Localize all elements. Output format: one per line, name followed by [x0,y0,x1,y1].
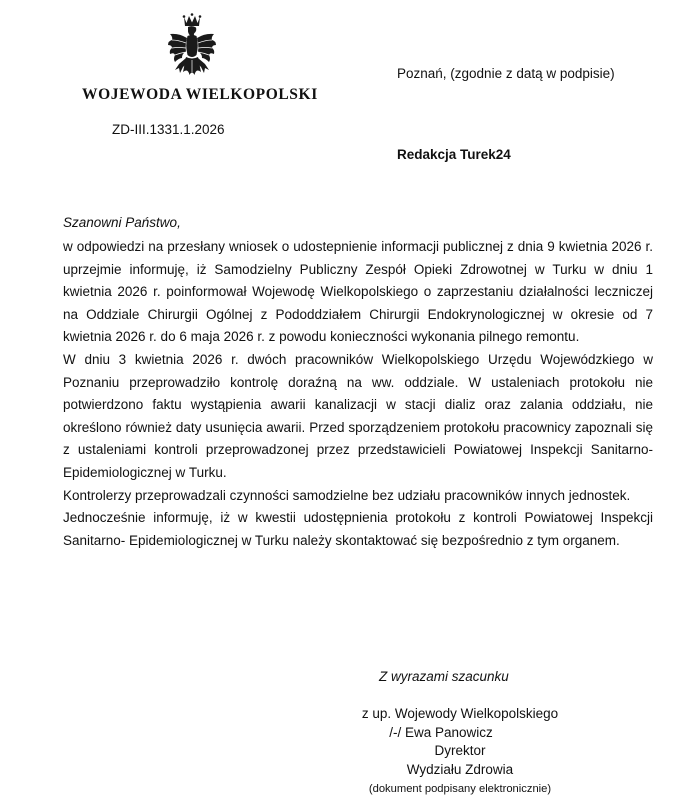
body-paragraph: Kontrolerzy przeprowadzali czynności samodzielne bez udziału pracowników innych jednostek. [63,487,631,503]
electronic-signature-note: (dokument podpisany elektronicznie) [368,783,552,796]
place-and-date: Poznań, (zgodnie z datą w podpisie) [397,66,615,81]
signatory-title: Dyrektor [434,743,486,759]
polish-eagle-emblem-icon [166,12,218,86]
body-paragraph: w odpowiedzi na przesłany wniosek o udostepnienie informacji publicznej z dnia 9 kwietnia 2026 r. uprzejmie informuję, iż Samodzielny Publiczny Zespół Opieki Zdrowotnej w Turku w dniu 1 kwietnia 2026 r. poinformował Wojewodę Wielkopolskiego o zaprzestaniu działalności leczniczej na Oddziale Chirurgii Ogólnej z Pododdziałem Chirurgii Endokrynologicznej w okresie od 7 kwietnia 2026 r. do 6 maja 2026 r. z powodu konieczności wykonania pilnego remontu. [63,239,653,345]
signatory-department: Wydziału Zdrowia [406,761,514,777]
signatory-name: /-/ Ewa Panowicz [389,724,493,740]
recipient: Redakcja Turek24 [397,147,511,162]
signature-block [300,705,620,799]
letter-body [63,236,653,552]
body-paragraph: Jednocześnie informuję, iż w kwestii udostępnienia protokołu z kontroli Powiatowej Inspekcji Sanitarno- Epidemiologicznej w Turku należy skontaktować się bezpośrednio z tym organem. [63,510,653,548]
body-paragraph: W dniu 3 kwietnia 2026 r. dwóch pracowników Wielkopolskiego Urzędu Wojewódzkiego w Poznaniu przeprowadziło kontrolę doraźną na ww. oddziale. W ustaleniach protokołu nie potwierdzono faktu wystąpienia awarii kanalizacji w stacji dializ oraz zalania oddziału, nie określono również daty usunięcia awarii. Przed sporządzeniem protokołu pracownicy zapoznali się z ustaleniami kontroli przeprowadzonej przez przedstawicieli Powiatowej Inspekcji Sanitarno- Epidemiologicznej w Turku. [63,351,653,480]
case-number: ZD-III.1331.1.2026 [112,122,225,137]
greeting: Szanowni Państwo, [63,215,181,230]
signature-on-behalf: z up. Wojewody Wielkopolskiego [361,706,559,721]
closing-phrase: Z wyrazami szacunku [379,669,509,684]
issuing-authority: WOJEWODA WIELKOPOLSKI [82,86,318,103]
